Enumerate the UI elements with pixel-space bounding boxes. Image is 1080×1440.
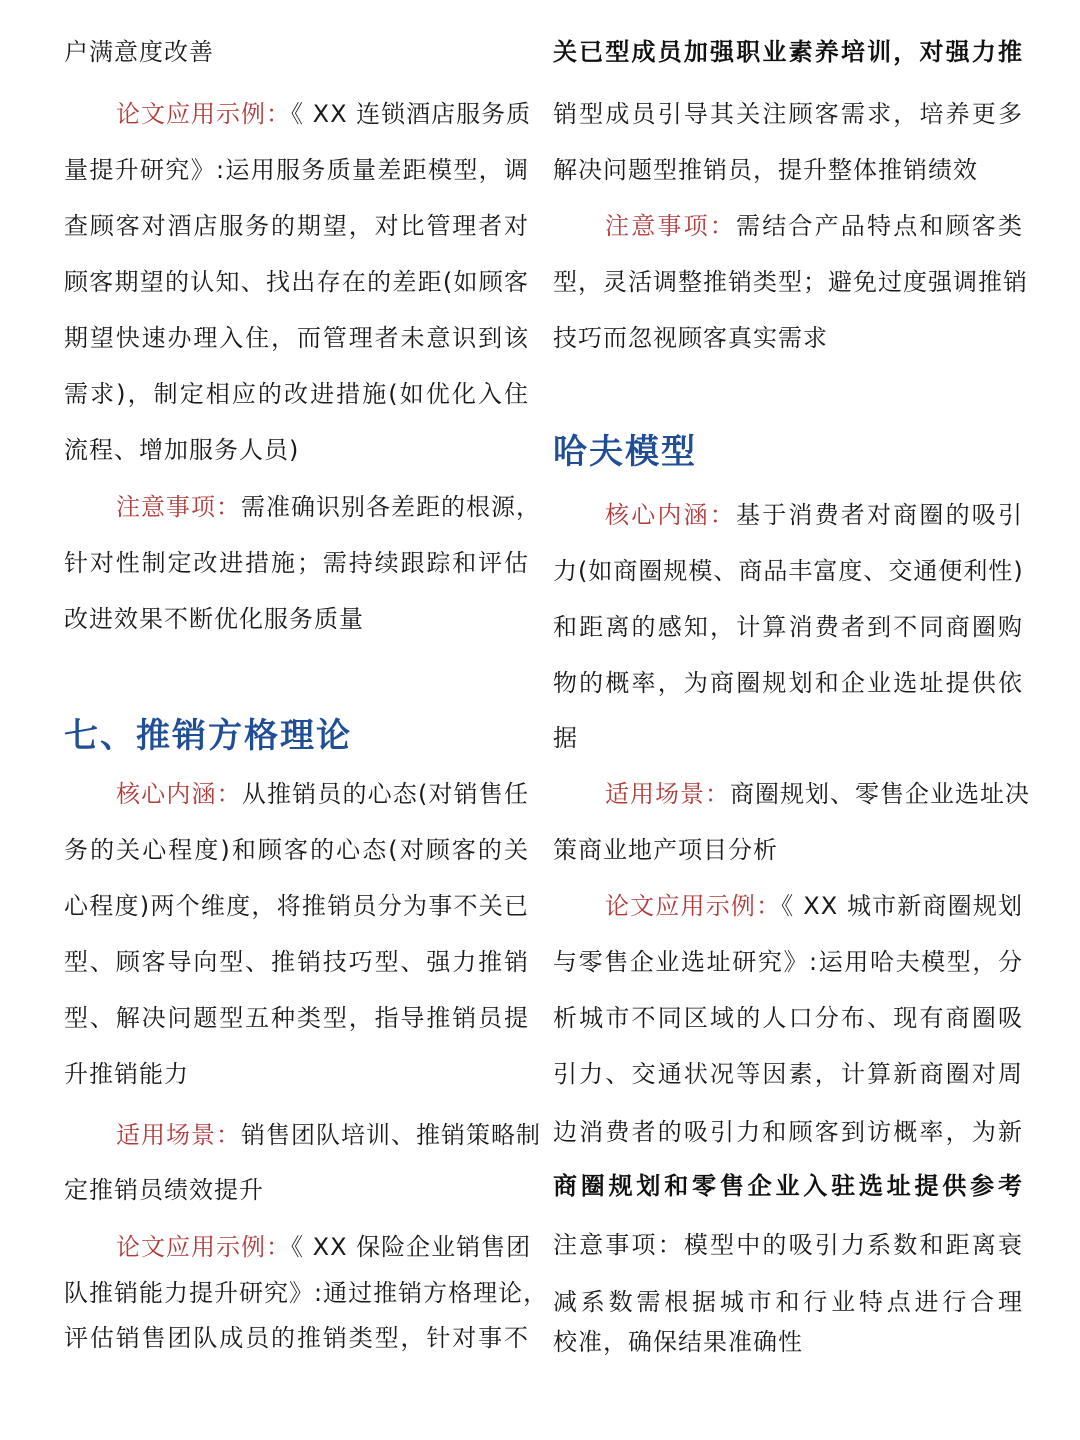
text-line: 型、解决问题型五种类型，指导推销员提 <box>64 1004 529 1032</box>
text-line: 量提升研究》:运用服务质量差距模型，调 <box>64 156 529 184</box>
text-line: 户满意度改善 <box>64 38 214 66</box>
paper-example-label: 论文应用示例： <box>605 892 782 920</box>
text-line: 据 <box>553 724 578 752</box>
text-line: 校准，确保结果准确性 <box>553 1328 803 1356</box>
text-line: 物的概率，为商圈规划和企业选址提供依 <box>553 669 1023 697</box>
note-paragraph <box>553 198 1023 254</box>
text-line: 改进效果不断优化服务质量 <box>64 605 364 633</box>
text-line: 型，灵活调整推销类型；避免过度强调推销 <box>553 268 1028 296</box>
core-label: 核心内涵： <box>605 501 736 529</box>
paper-example-label: 论文应用示例： <box>116 100 291 128</box>
text-line: 商圈规划和零售企业入驻选址提供参考 <box>553 1172 1023 1200</box>
text-line: 队推销能力提升研究》:通过推销方格理论， <box>64 1279 549 1307</box>
core-paragraph <box>64 766 529 822</box>
scene-label: 适用场景： <box>116 1121 241 1149</box>
text-run: 从推销员的心态(对销售任 <box>241 780 529 808</box>
text-run: 需准确识别各差距的根源， <box>241 493 541 521</box>
text-line: 心程度)两个维度，将推销员分为事不关已 <box>64 892 529 920</box>
text-line: 期望快速办理入住，而管理者未意识到该 <box>64 324 529 352</box>
note-label: 注意事项： <box>605 212 736 240</box>
text-line: 解决问题型推销员，提升整体推销绩效 <box>553 156 978 184</box>
text-run: 商圈规划、零售企业选址决 <box>730 780 1030 808</box>
text-line: 引力、交通状况等因素，计算新商圈对周 <box>553 1060 1023 1088</box>
text-run: 需结合产品特点和顾客类 <box>736 212 1023 240</box>
paper-example-paragraph <box>553 878 1023 934</box>
text-line: 与零售企业选址研究》:运用哈夫模型，分 <box>553 948 1023 976</box>
text-line: 评估销售团队成员的推销类型，针对事不 <box>64 1324 529 1352</box>
text-line: 务的关心程度)和顾客的心态(对顾客的关 <box>64 836 529 864</box>
text-line: 力(如商圈规模、商品丰富度、交通便利性) <box>553 557 1024 585</box>
note-label: 注意事项： <box>116 493 241 521</box>
paper-example-label: 论文应用示例： <box>116 1233 291 1261</box>
text-line: 流程、增加服务人员) <box>64 436 300 464</box>
text-run: 销售团队培训、推销策略制 <box>241 1121 541 1149</box>
text-line: 查顾客对酒店服务的期望，对比管理者对 <box>64 212 529 240</box>
text-run: 《 XX 连锁酒店服务质 <box>291 100 532 128</box>
text-run: 《 XX 城市新商圈规划 <box>781 892 1024 920</box>
section-heading: 七、推销方格理论 <box>64 716 352 756</box>
text-line: 析城市不同区域的人口分布、现有商圈吸 <box>553 1004 1023 1032</box>
text-line: 注意事项：模型中的吸引力系数和距离衰 <box>553 1231 1023 1259</box>
text-line: 边消费者的吸引力和顾客到访概率，为新 <box>553 1118 1023 1146</box>
text-line: 和距离的感知，计算消费者到不同商圈购 <box>553 613 1023 641</box>
text-line: 升推销能力 <box>64 1060 189 1088</box>
paper-example-paragraph <box>64 86 532 142</box>
scene-label: 适用场景： <box>605 780 730 808</box>
core-paragraph <box>553 487 1023 543</box>
note-paragraph <box>64 479 541 535</box>
scene-paragraph <box>64 1107 541 1163</box>
text-run: 基于消费者对商圈的吸引 <box>736 501 1023 529</box>
text-line: 策商业地产项目分析 <box>553 836 778 864</box>
text-line: 定推销员绩效提升 <box>64 1176 264 1204</box>
core-label: 核心内涵： <box>116 780 242 808</box>
text-line: 减系数需根据城市和行业特点进行合理 <box>553 1288 1023 1316</box>
scene-paragraph <box>553 766 1030 822</box>
text-line: 型、顾客导向型、推销技巧型、强力推销 <box>64 948 529 976</box>
text-line: 顾客期望的认知、找出存在的差距(如顾客 <box>64 268 529 296</box>
text-line: 技巧而忽视顾客真实需求 <box>553 324 828 352</box>
text-line: 销型成员引导其关注顾客需求，培养更多 <box>553 100 1023 128</box>
text-line: 针对性制定改进措施；需持续跟踪和评估 <box>64 549 529 577</box>
text-line: 关已型成员加强职业素养培训，对强力推 <box>553 38 1023 66</box>
text-line: 需求)，制定相应的改进措施(如优化入住 <box>64 380 529 408</box>
text-run: 《 XX 保险企业销售团 <box>291 1233 532 1261</box>
section-heading: 哈夫模型 <box>553 432 697 472</box>
